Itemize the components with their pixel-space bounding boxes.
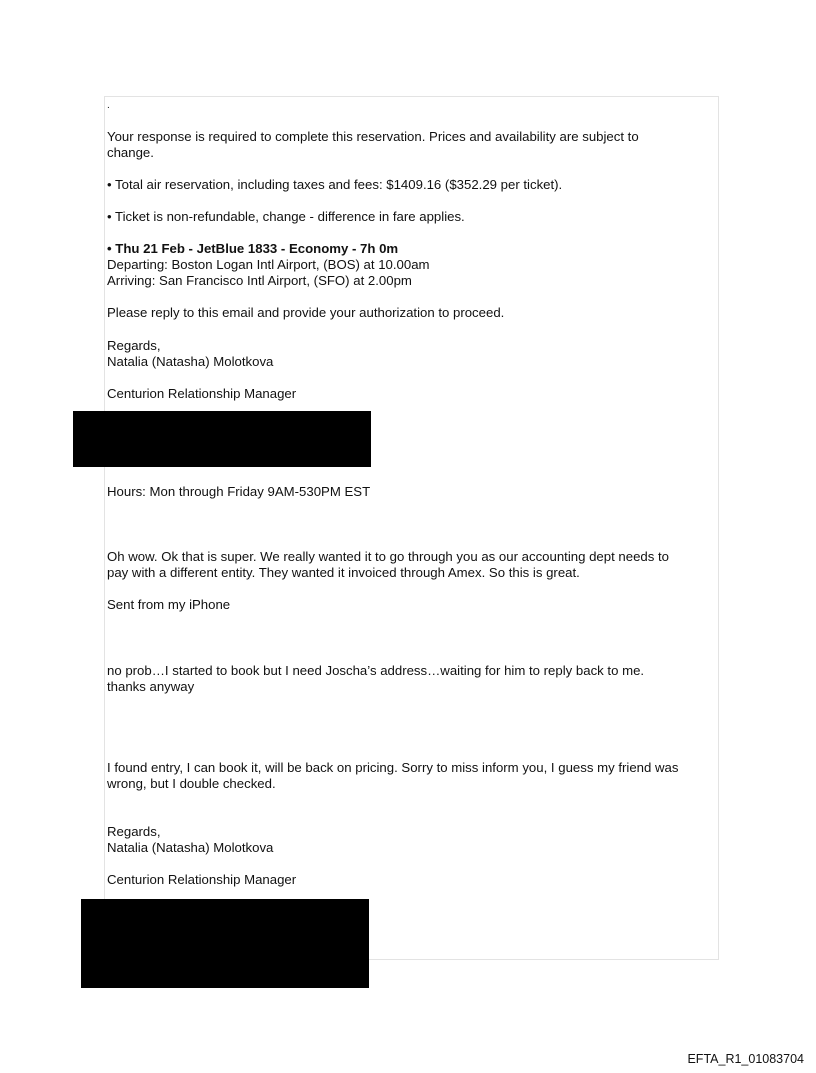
redaction-block-2 (81, 899, 369, 988)
departing-line: Departing: Boston Logan Intl Airport, (BOS) at 10.00am (107, 257, 430, 272)
sender-name-1: Natalia (Natasha) Molotkova (107, 354, 274, 369)
leading-dot: . (107, 100, 110, 111)
redaction-block-1 (73, 411, 371, 467)
sender-title-1: Centurion Relationship Manager (107, 386, 297, 401)
sender-name-2: Natalia (Natasha) Molotkova (107, 840, 274, 855)
flight-header: • Thu 21 Feb - JetBlue 1833 - Economy - 7h 0m (107, 241, 399, 256)
sender-title-2: Centurion Relationship Manager (107, 872, 297, 887)
message-3-line-2: thanks anyway (107, 679, 195, 694)
hours-line: Hours: Mon through Friday 9AM-530PM EST (107, 484, 371, 499)
document-id: EFTA_R1_01083704 (687, 1052, 804, 1066)
reply-line-1: Oh wow. Ok that is super. We really wanted it to go through you as our accounting dept needs to (107, 549, 670, 564)
arriving-line: Arriving: San Francisco Intl Airport, (SFO) at 2.00pm (107, 273, 412, 288)
bullet-ticket-terms: • Ticket is non-refundable, change - difference in fare applies. (107, 209, 465, 224)
document-frame (104, 96, 719, 960)
reply-line-2: pay with a different entity. They wanted it invoiced through Amex. So this is great. (107, 565, 580, 580)
reply-request: Please reply to this email and provide your authorization to proceed. (107, 305, 505, 320)
message-3-line-1: no prob…I started to book but I need Joscha’s address…waiting for him to reply back to me. (107, 663, 645, 678)
regards-2: Regards, (107, 824, 161, 839)
message-4-line-1: I found entry, I can book it, will be back on pricing. Sorry to miss inform you, I guess my friend was (107, 760, 679, 775)
intro-line-2: change. (107, 145, 154, 160)
regards-1: Regards, (107, 338, 161, 353)
bullet-total-price: • Total air reservation, including taxes and fees: $1409.16 ($352.29 per ticket). (107, 177, 563, 192)
intro-line-1: Your response is required to complete this reservation. Prices and availability are subject to (107, 129, 639, 144)
message-4-line-2: wrong, but I double checked. (107, 776, 276, 791)
iphone-signature: Sent from my iPhone (107, 597, 231, 612)
